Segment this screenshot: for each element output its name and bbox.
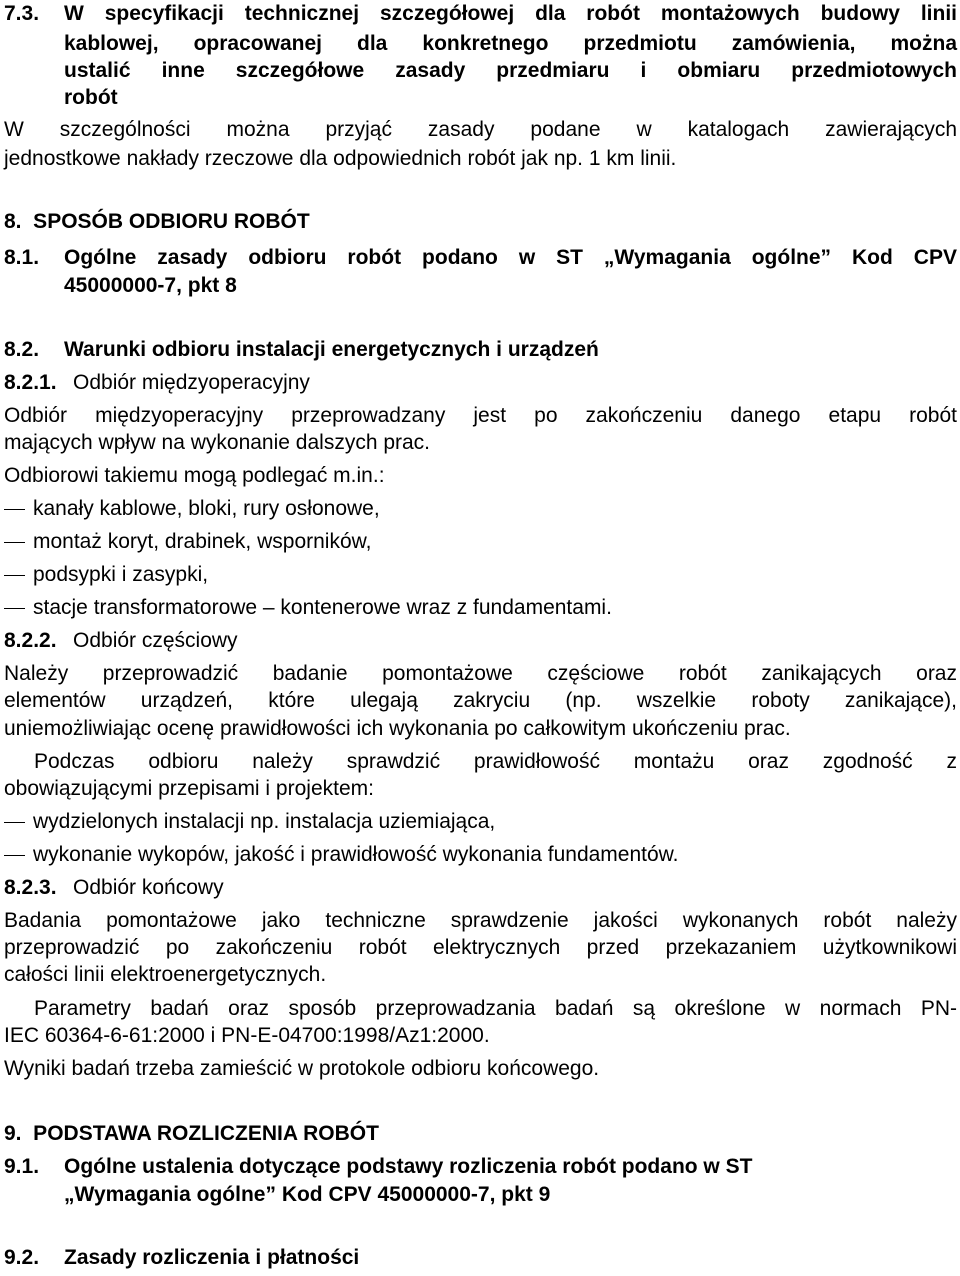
section-7-3-title-line-3: ustalić inne szczegółowe zasady przedmiaru i obmiaru przedmiotowych [64, 59, 957, 82]
section-7-3-title-line-1: W specyfikacji technicznej szczegółowej dla robót montażowych budowy linii [64, 2, 957, 25]
section-8-2-2-body-line-1: Należy przeprowadzić badanie pomontażowe częściowe robót zanikających oraz [4, 662, 957, 685]
section-number-9-2: 9.2. [4, 1246, 40, 1269]
list-item: montaż koryt, drabinek, wsporników, [33, 530, 372, 553]
section-8-2-3-body3: Wyniki badań trzeba zamieścić w protokole odbioru końcowego. [4, 1057, 600, 1080]
list-item: stacje transformatorowe – kontenerowe wraz z fundamentami. [33, 596, 612, 619]
list-item: podsypki i zasypki, [33, 563, 209, 586]
section-9-1-line-1: Ogólne ustalenia dotyczące podstawy rozliczenia robót podano w ST [64, 1155, 753, 1178]
section-8-2-3-body2-line-1: Parametry badań oraz sposób przeprowadzania badań są określone w normach PN- [34, 997, 957, 1020]
section-9-heading: 9. PODSTAWA ROZLICZENIA ROBÓT [4, 1122, 379, 1145]
section-8-2-1-title: Odbiór międzyoperacyjny [73, 371, 310, 394]
section-7-3-body-line-1: W szczególności można przyjąć zasady podane w katalogach zawierających [4, 118, 957, 141]
section-number-9-1: 9.1. [4, 1155, 40, 1178]
section-8-2-2-body2-line-2: obowiązującymi przepisami i projektem: [4, 777, 374, 800]
section-8-2-2-body-line-2: elementów urządzeń, które ulegają zakryciu (np. wszelkie roboty zanikające), [4, 689, 957, 712]
section-number-8-1: 8.1. [4, 246, 40, 269]
section-number-8-2-3: 8.2.3. [4, 876, 57, 899]
section-7-3-title-line-4: robót [64, 86, 118, 109]
section-number-8-2: 8.2. [4, 338, 40, 361]
section-8-2-3-body2-line-2: IEC 60364-6-61:2000 i PN-E-04700:1998/Az1:2000. [4, 1024, 490, 1047]
section-9-1-line-2: „Wymagania ogólne” Kod CPV 45000000-7, pkt 9 [64, 1183, 551, 1206]
section-8-2-1-body-line-1: Odbiór międzyoperacyjny przeprowadzany jest po zakończeniu danego etapu robót [4, 404, 957, 427]
section-number-8-2-1: 8.2.1. [4, 371, 57, 394]
section-7-3-body-line-2: jednostkowe nakłady rzeczowe dla odpowiednich robót jak np. 1 km linii. [4, 147, 677, 170]
section-8-1-line-1: Ogólne zasady odbioru robót podano w ST „Wymagania ogólne” Kod CPV [64, 246, 957, 269]
list-dash [4, 608, 25, 609]
list-dash [4, 509, 25, 510]
section-8-2-3-body-line-1: Badania pomontażowe jako techniczne sprawdzenie jakości wykonanych robót należy [4, 909, 957, 932]
section-8-2-3-title: Odbiór końcowy [73, 876, 224, 899]
section-8-2-3-body-line-3: całości linii elektroenergetycznych. [4, 963, 327, 986]
section-8-heading: 8. SPOSÓB ODBIORU ROBÓT [4, 210, 310, 233]
section-9-2-title: Zasady rozliczenia i płatności [64, 1246, 360, 1269]
list-dash [4, 542, 25, 543]
section-8-2-1-body-line-2: mających wpływ na wykonanie dalszych prac. [4, 431, 431, 454]
section-8-2-2-body2-line-1: Podczas odbioru należy sprawdzić prawidłowość montażu oraz zgodność z [34, 750, 957, 773]
section-number-7-3: 7.3. [4, 2, 40, 25]
section-8-2-2-body-line-3: uniemożliwiając ocenę prawidłowości ich wykonania po całkowitym ukończeniu prac. [4, 717, 791, 740]
section-8-2-2-title: Odbiór częściowy [73, 629, 238, 652]
list-dash [4, 855, 25, 856]
section-8-2-3-body-line-2: przeprowadzić po zakończeniu robót elektrycznych przed przekazaniem użytkownikowi [4, 936, 957, 959]
section-8-2-title: Warunki odbioru instalacji energetycznych i urządzeń [64, 338, 599, 361]
section-7-3-title-line-2: kablowej, opracowanej dla konkretnego przedmiotu zamówienia, można [64, 32, 957, 55]
section-8-1-line-2: 45000000-7, pkt 8 [64, 274, 237, 297]
list-item: kanały kablowe, bloki, rury osłonowe, [33, 497, 380, 520]
section-number-8-2-2: 8.2.2. [4, 629, 57, 652]
list-item: wykonanie wykopów, jakość i prawidłowość wykonania fundamentów. [33, 843, 679, 866]
section-8-2-1-body-line-3: Odbiorowi takiemu mogą podlegać m.in.: [4, 464, 385, 487]
list-item: wydzielonych instalacji np. instalacja uziemiająca, [33, 810, 496, 833]
list-dash [4, 575, 25, 576]
list-dash [4, 822, 25, 823]
